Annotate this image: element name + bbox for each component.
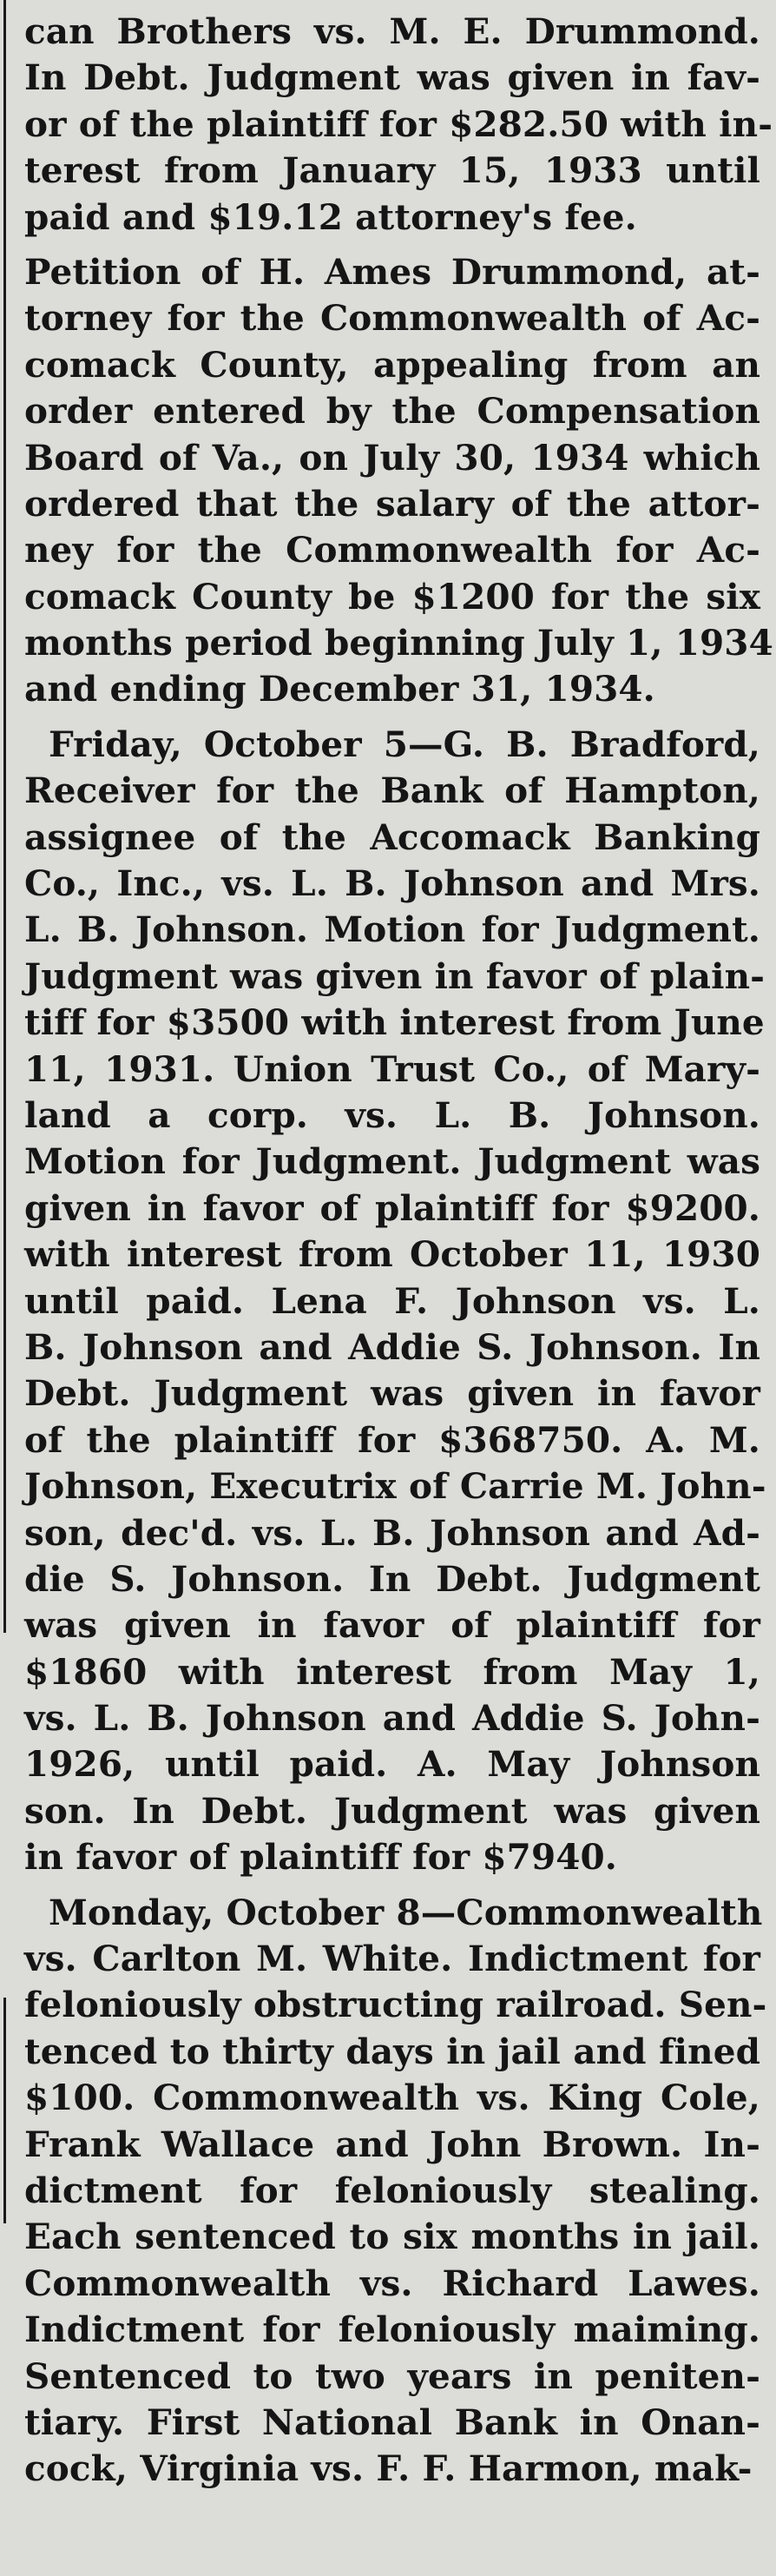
text-line: vs. L. B. Johnson and Addie S. John- (24, 1697, 760, 1740)
text-line: vs. Carlton M. White. Indictment for (24, 1938, 760, 1980)
text-line: until paid. Lena F. Johnson vs. L. (24, 1279, 760, 1322)
text-line: given in favor of plaintiff for $9200. (24, 1186, 760, 1229)
text-line: Petition of H. Ames Drummond, at- (24, 250, 760, 293)
text-line: Board of Va., on July 30, 1934 which (24, 436, 760, 479)
text-line: assignee of the Accomack Banking (24, 816, 760, 858)
text-line: Friday, October 5—G. B. Bradford, (49, 723, 760, 765)
text-line: paid and $19.12 attorney's fee. (24, 195, 637, 238)
text-line: tiff for $3500 with interest from June (24, 1001, 765, 1044)
column-rule-lower (3, 1998, 6, 2223)
text-line: 11, 1931. Union Trust Co., of Mary- (24, 1047, 760, 1090)
text-line: Commonwealth vs. Richard Lawes. (24, 2262, 760, 2304)
text-line: Monday, October 8—Commonwealth (49, 1891, 763, 1933)
text-line: was given in favor of plaintiff for (24, 1604, 760, 1647)
text-line: $100. Commonwealth vs. King Cole, (24, 2077, 760, 2119)
text-line: Motion for Judgment. Judgment was (24, 1140, 760, 1183)
text-line: land a corp. vs. L. B. Johnson. (24, 1093, 760, 1136)
text-line: Each sentenced to six months in jail. (24, 2216, 760, 2258)
text-line: months period beginning July 1, 1934 (24, 622, 773, 664)
text-line: order entered by the Compensation (24, 390, 760, 433)
column-rule (3, 0, 6, 1633)
text-line: B. Johnson and Addie S. Johnson. In (24, 1325, 760, 1368)
text-line: Co., Inc., vs. L. B. Johnson and Mrs. (24, 862, 760, 905)
text-line: feloniously obstructing railroad. Sen- (24, 1984, 767, 2026)
text-line: $1860 with interest from May 1, (24, 1650, 760, 1693)
text-line: Johnson, Executrix of Carrie M. John- (24, 1465, 766, 1508)
text-line: of the plaintiff for $368750. A. M. (24, 1418, 760, 1461)
paragraph-gap (24, 241, 760, 249)
text-line: Frank Wallace and John Brown. In- (24, 2123, 760, 2165)
article-column (24, 9, 773, 2493)
text-line: Judgment was given in favor of plain- (24, 954, 766, 997)
paragraph-monday-october-8 (24, 1890, 767, 2493)
paragraph-gap (24, 713, 760, 722)
text-line: die S. Johnson. In Debt. Judgment (24, 1557, 760, 1600)
text-line: ordered that the salary of the attor- (24, 482, 760, 525)
text-line: L. B. Johnson. Motion for Judgment. (24, 908, 760, 951)
paragraph-drummond-petition (24, 249, 773, 713)
paragraph-friday-october-5 (24, 722, 766, 1881)
text-line: in favor of plaintiff for $7940. (24, 1836, 617, 1879)
text-line: son, dec'd. vs. L. B. Johnson and Ad- (24, 1511, 760, 1554)
paragraph-drummond-debt (24, 9, 773, 241)
text-line: Receiver for the Bank of Hampton, (24, 769, 760, 812)
text-line: comack County, appealing from an (24, 343, 760, 386)
text-line: son. In Debt. Judgment was given (24, 1789, 760, 1832)
text-line: 1926, until paid. A. May Johnson (24, 1743, 760, 1786)
text-line: or of the plaintiff for $282.50 with in- (24, 102, 773, 145)
text-line: with interest from October 11, 1930 (24, 1233, 760, 1276)
text-line: terest from January 15, 1933 until (24, 149, 760, 192)
text-line: ney for the Commonwealth for Ac- (24, 529, 760, 571)
text-line: comack County be $1200 for the six (24, 575, 760, 618)
text-line: Sentenced to two years in peniten- (24, 2355, 760, 2397)
text-line: In Debt. Judgment was given in fav- (24, 56, 760, 99)
text-line: torney for the Commonwealth of Ac- (24, 297, 760, 340)
text-line: and ending December 31, 1934. (24, 668, 655, 710)
text-line: tenced to thirty days in jail and fined (24, 2030, 760, 2072)
text-line: cock, Virginia vs. F. F. Harmon, mak- (24, 2447, 753, 2490)
text-line: Indictment for feloniously maiming. (24, 2308, 760, 2351)
paragraph-gap (24, 1881, 760, 1890)
text-line: Debt. Judgment was given in favor (24, 1372, 760, 1415)
text-line: dictment for feloniously stealing. (24, 2169, 760, 2211)
text-line: tiary. First National Bank in Onan- (24, 2401, 760, 2443)
text-line: can Brothers vs. M. E. Drummond. (24, 10, 760, 52)
